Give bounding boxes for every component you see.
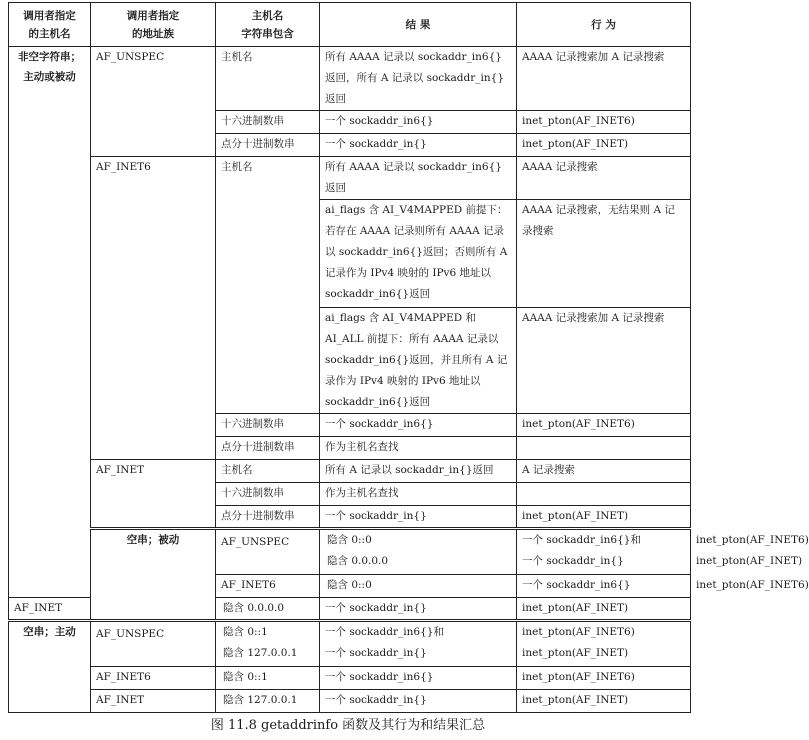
family-inet: AF_INET [91,460,216,529]
action-cell: inet_pton(AF_INET) [517,598,691,621]
result-cell: 一个 sockaddr_in6{} [320,414,517,437]
header-result: 结 果 [320,3,517,47]
action-cell: inet_pton(AF_INET6) [517,667,691,690]
result-cell: ai_flags 含 AI_V4MAPPED 和 AI_ALL 前提下：所有 AAAA 记录以 sockaddr_in6{}返回，并且所有 A 记录作为 IPv4 映射的 IPv6 地址以 sockaddr_in6{}返回 [320,308,517,414]
action-cell: AAAA 记录搜索，无结果则 A 记录搜索 [517,200,691,308]
result-cell: 一个 sockaddr_in{} [320,598,517,621]
result-cell: ai_flags 含 AI_V4MAPPED 前提下：若存在 AAAA 记录则所有 AAAA 记录以 sockaddr_in6{}返回；否则所有 A 记录作为 IPv4 映射的 IPv6 地址以 sockaddr_in6{}返回 [320,200,517,308]
action-cell: inet_pton(AF_INET6) inet_pton(AF_INET) [517,621,691,667]
family-unspec: AF_UNSPEC [91,47,216,157]
implicit-address: 隐含 0::0 [320,575,517,598]
string-type: 十六进制数串 [216,483,320,506]
action-cell [517,483,691,506]
caller-active: 空串；主动 [9,621,91,713]
string-type: 十六进制数串 [216,414,320,437]
result-cell: 一个 sockaddr_in6{} [320,667,517,690]
action-cell: AAAA 记录搜索加 A 记录搜索 [517,308,691,414]
table-row [9,621,691,667]
implicit-address: 隐含 127.0.0.1 [216,690,320,713]
result-cell: 一个 sockaddr_in6{}和 一个 sockaddr_in{} [320,621,517,667]
caller-nonempty: 非空字符串； 主动或被动 [9,47,91,598]
getaddrinfo-table [8,2,809,713]
result-cell: 一个 sockaddr_in{} [320,134,517,157]
family-inet6: AF_INET6 [91,157,216,460]
family-inet6: AF_INET6 [216,575,320,598]
table-row [9,690,691,713]
action-cell: inet_pton(AF_INET) [517,690,691,713]
action-cell: inet_pton(AF_INET) [517,134,691,157]
action-cell: A 记录搜索 [517,460,691,483]
string-type: 点分十进制数串 [216,134,320,157]
implicit-address: 隐含 0::1 [216,667,320,690]
header-row [9,3,691,47]
string-type: 十六进制数串 [216,111,320,134]
action-cell [517,437,691,460]
table-row [9,157,691,200]
result-cell: 作为主机名查找 [320,437,517,460]
string-type: 点分十进制数串 [216,506,320,529]
action-cell: inet_pton(AF_INET6) [517,111,691,134]
result-cell: 所有 A 记录以 sockaddr_in{}返回 [320,460,517,483]
header-hostname-string: 主机名 字符串包含 [216,3,320,47]
string-type: 主机名 [216,47,320,111]
family-unspec: AF_UNSPEC [216,529,320,575]
string-type: 点分十进制数串 [216,437,320,460]
family-inet6: AF_INET6 [91,667,216,690]
result-cell: 作为主机名查找 [320,483,517,506]
header-caller-hostname: 调用者指定 的主机名 [9,3,91,47]
result-cell: 一个 sockaddr_in{} [320,506,517,529]
header-action: 行 为 [517,3,691,47]
implicit-address: 隐含 0.0.0.0 [216,598,320,621]
action-cell: inet_pton(AF_INET) [517,506,691,529]
caller-passive: 空串；被动 [91,529,216,621]
result-cell: 一个 sockaddr_in6{}和 一个 sockaddr_in{} [517,529,691,575]
result-cell: 一个 sockaddr_in{} [320,690,517,713]
family-inet: AF_INET [91,690,216,713]
table-row: 空串；被动 AF_UNSPEC 隐含 0::0 隐含 0.0.0.0 一个 sockaddr_in6{}和 一个 sockaddr_in{} inet_pton(AF_INET6) inet_pton(AF_INET) [9,529,691,575]
header-caller-family: 调用者指定 的地址族 [91,3,216,47]
family-inet: AF_INET [9,598,91,621]
figure-caption: 图 11.8 getaddrinfo 函数及其行为和结果汇总 [210,718,486,733]
implicit-address: 隐含 0::1 隐含 127.0.0.1 [216,621,320,667]
table-row: AF_INET6 隐含 0::0 一个 sockaddr_in6{} inet_pton(AF_INET6) [9,575,691,598]
table-row [9,47,691,111]
action-cell: AAAA 记录搜索加 A 记录搜索 [517,47,691,111]
result-cell: 一个 sockaddr_in6{} [320,111,517,134]
result-cell: 一个 sockaddr_in6{} [517,575,691,598]
action-cell: inet_pton(AF_INET6) [517,414,691,437]
string-type: 主机名 [216,157,320,414]
table-row [9,460,691,483]
implicit-address: 隐含 0::0 隐含 0.0.0.0 [320,529,517,575]
result-cell: 所有 AAAA 记录以 sockaddr_in6{}返回，所有 A 记录以 sockaddr_in{}返回 [320,47,517,111]
result-cell: 所有 AAAA 记录以 sockaddr_in6{}返回 [320,157,517,200]
string-type: 主机名 [216,460,320,483]
action-cell: AAAA 记录搜索 [517,157,691,200]
family-unspec: AF_UNSPEC [91,621,216,667]
table-row [9,667,691,690]
